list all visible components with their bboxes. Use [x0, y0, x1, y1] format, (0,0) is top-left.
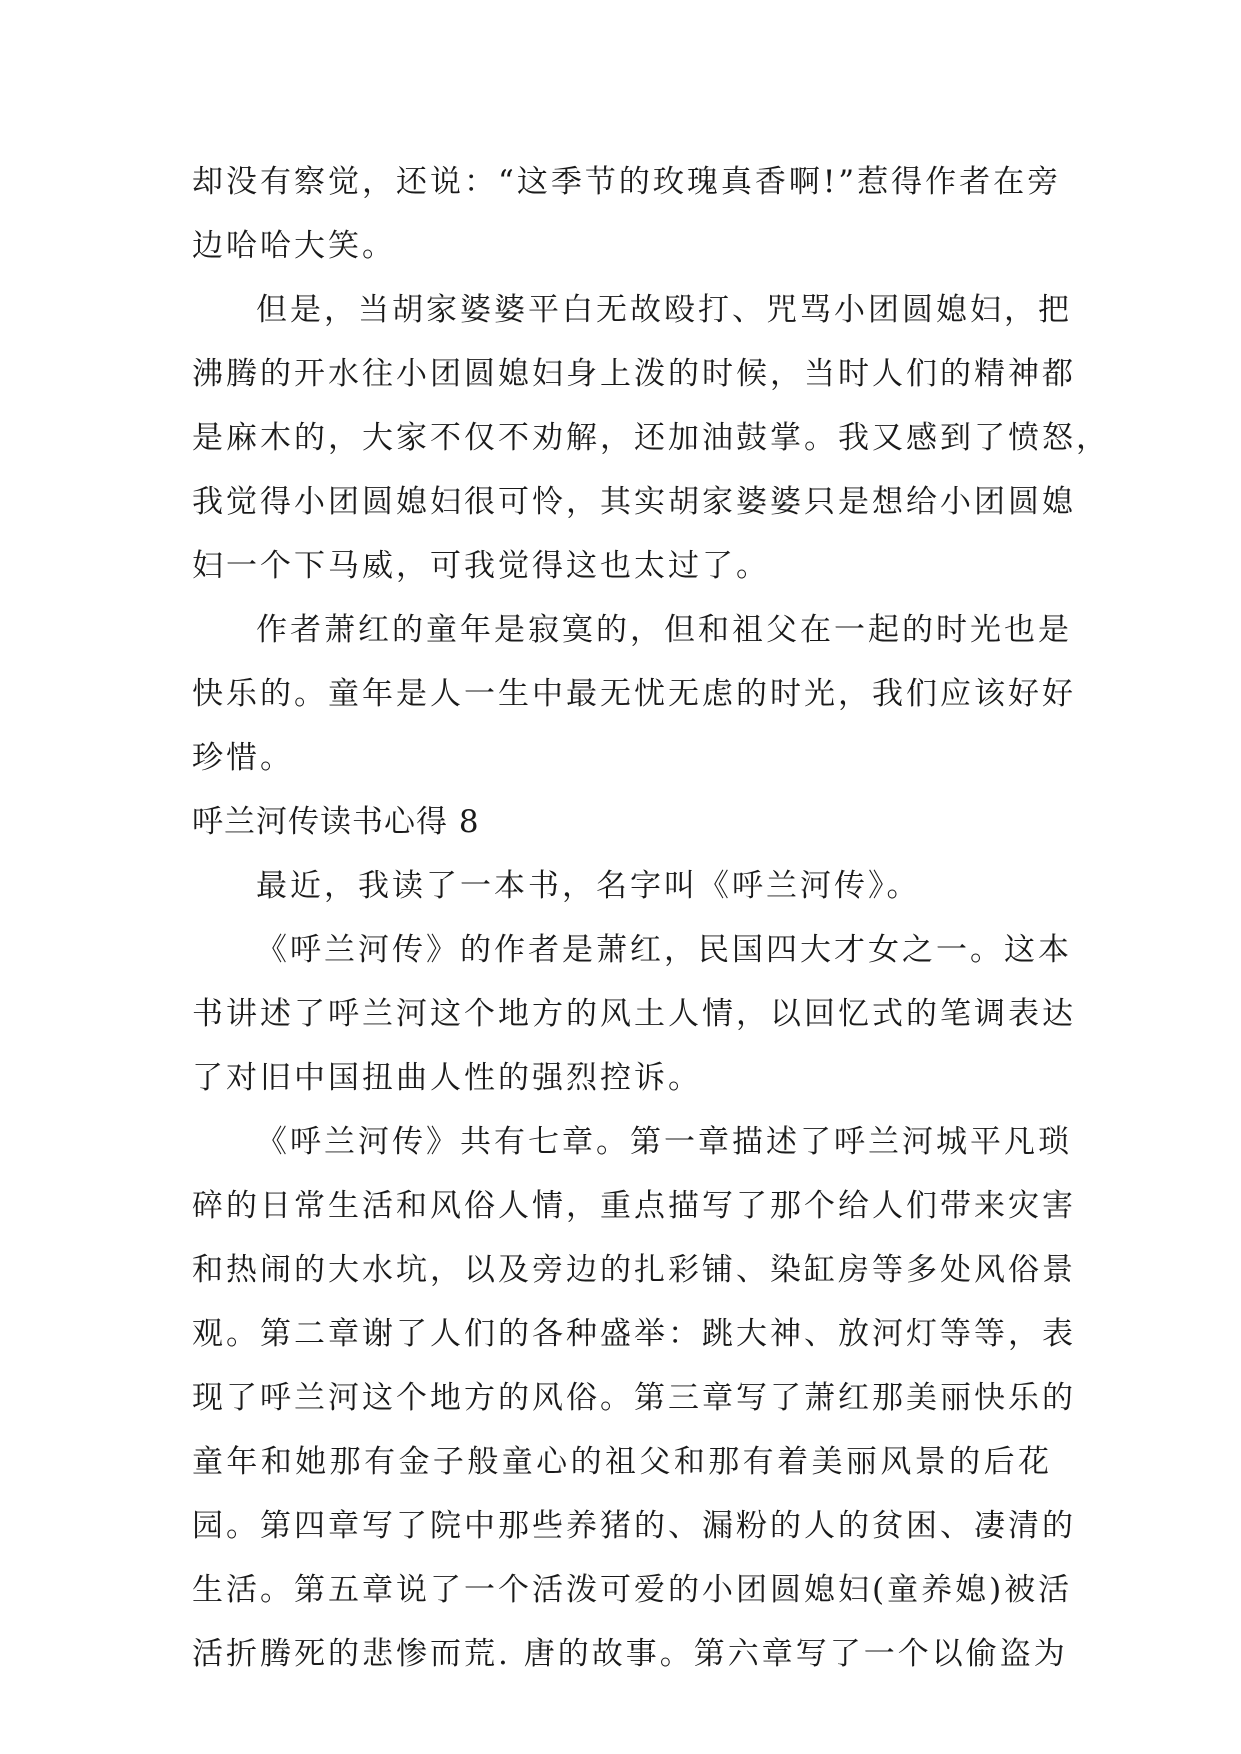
text-line: 却没有察觉，还说：“这季节的玫瑰真香啊!”惹得作者在旁 — [192, 164, 1062, 200]
text-line: 是麻木的，大家不仅不劝解，还加油鼓掌。我又感到了愤怒， — [192, 420, 1110, 456]
paragraph — [192, 1110, 1076, 1686]
text-line: 了对旧中国扭曲人性的强烈控诉。 — [192, 1060, 702, 1096]
text-line: 作者萧红的童年是寂寞的，但和祖父在一起的时光也是 — [256, 612, 1072, 648]
text-line: 《呼兰河传》的作者是萧红，民国四大才女之一。这本 — [256, 932, 1072, 968]
text-line: 生活。第五章说了一个活泼可爱的小团圆媳妇(童养媳)被活 — [192, 1572, 1073, 1608]
paragraph — [192, 150, 1062, 278]
paragraph — [192, 598, 1076, 790]
text-line: 书讲述了呼兰河这个地方的风土人情，以回忆式的笔调表达 — [192, 996, 1076, 1032]
text-line: 活折腾死的悲惨而荒. 唐的故事。第六章写了一个以偷盗为 — [192, 1636, 1068, 1672]
document-page — [192, 150, 1110, 1686]
section-heading — [192, 790, 1052, 854]
text-line: 童年和她那有金子般童心的祖父和那有着美丽风景的后花 — [192, 1444, 1052, 1480]
text-line: 现了呼兰河这个地方的风俗。第三章写了萧红那美丽快乐的 — [192, 1380, 1076, 1416]
paragraph — [192, 278, 1110, 598]
text-line: 珍惜。 — [192, 740, 294, 776]
text-line: 快乐的。童年是人一生中最无忧无虑的时光，我们应该好好 — [192, 676, 1076, 712]
text-line: 妇一个下马威，可我觉得这也太过了。 — [192, 548, 770, 584]
text-line: 园。第四章写了院中那些养猪的、漏粉的人的贫困、凄清的 — [192, 1508, 1076, 1544]
text-line: 我觉得小团圆媳妇很可怜，其实胡家婆婆只是想给小团圆媳 — [192, 484, 1076, 520]
text-line: 和热闹的大水坑，以及旁边的扎彩铺、染缸房等多处风俗景 — [192, 1252, 1076, 1288]
text-line: 但是，当胡家婆婆平白无故殴打、咒骂小团圆媳妇，把 — [256, 292, 1072, 328]
text-line: 《呼兰河传》共有七章。第一章描述了呼兰河城平凡琐 — [256, 1124, 1072, 1160]
text-line: 最近，我读了一本书，名字叫《呼兰河传》。 — [256, 868, 921, 904]
paragraph — [192, 854, 1052, 918]
text-line: 观。第二章谢了人们的各种盛举：跳大神、放河灯等等，表 — [192, 1316, 1076, 1352]
paragraph — [192, 918, 1076, 1110]
section-title: 呼兰河传读书心得 8 — [192, 804, 480, 840]
text-line: 沸腾的开水往小团圆媳妇身上泼的时候，当时人们的精神都 — [192, 356, 1076, 392]
text-line: 边哈哈大笑。 — [192, 228, 396, 264]
text-line: 碎的日常生活和风俗人情，重点描写了那个给人们带来灾害 — [192, 1188, 1076, 1224]
